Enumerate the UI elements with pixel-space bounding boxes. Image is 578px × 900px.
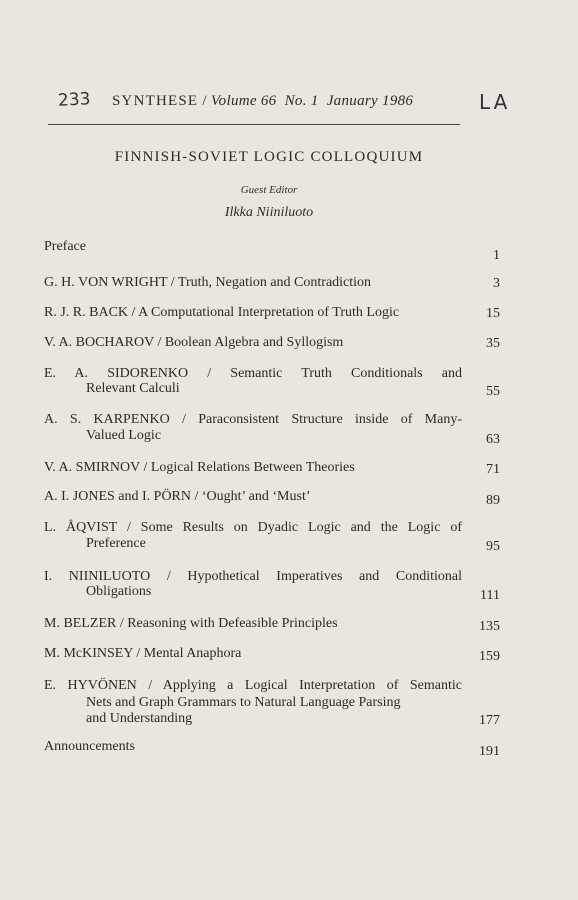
- toc-page: 95: [486, 539, 500, 554]
- toc-page: 15: [486, 306, 500, 321]
- header-separator: /: [202, 93, 207, 109]
- journal-name: SYNTHESE: [112, 93, 199, 109]
- handwritten-number: 233: [57, 89, 91, 111]
- toc-title: G. H. VON WRIGHT / Truth, Negation and Contradiction: [44, 275, 372, 290]
- toc-title: Preface: [44, 239, 86, 254]
- toc-page: 89: [486, 493, 500, 508]
- toc-page: 111: [480, 588, 500, 603]
- handwritten-initials: LA: [479, 90, 511, 114]
- toc-title-continued: and Understanding: [86, 711, 193, 726]
- toc-page: 63: [486, 432, 500, 447]
- issue: No. 1: [284, 93, 319, 109]
- toc-title-continued: Nets and Graph Grammars to Natural Language Parsing: [86, 695, 401, 710]
- toc-title: I. NIINILUOTO / Hypothetical Imperatives and Conditional: [44, 569, 462, 584]
- toc-title-continued: Preference: [86, 536, 146, 551]
- guest-editor-label: Guest Editor: [240, 184, 298, 196]
- toc-title: R. J. R. BACK / A Computational Interpretation of Truth Logic: [44, 305, 400, 320]
- issue-date: January 1986: [326, 93, 414, 109]
- toc-title: E. A. SIDORENKO / Semantic Truth Conditionals and: [44, 366, 462, 381]
- page-title: FINNISH-SOVIET LOGIC COLLOQUIUM: [114, 149, 424, 165]
- toc-page: 55: [486, 384, 500, 399]
- toc-page: 191: [479, 744, 500, 759]
- toc-title: V. A. SMIRNOV / Logical Relations Between Theories: [44, 460, 355, 475]
- toc-title: Announcements: [44, 739, 135, 754]
- guest-editor-name: Ilkka Niiniluoto: [224, 205, 314, 220]
- toc-title: M. McKINSEY / Mental Anaphora: [44, 646, 242, 661]
- toc-title: E. HYVÖNEN / Applying a Logical Interpretation of Semantic: [44, 678, 462, 693]
- toc-title-continued: Relevant Calculi: [86, 381, 180, 396]
- toc-title: M. BELZER / Reasoning with Defeasible Principles: [44, 616, 338, 631]
- volume: Volume 66: [210, 93, 277, 109]
- toc-title: A. S. KARPENKO / Paraconsistent Structure inside of Many-: [44, 412, 462, 427]
- toc-page: 177: [479, 713, 500, 728]
- toc-title-continued: Valued Logic: [86, 428, 162, 443]
- toc-page: 35: [486, 336, 500, 351]
- toc-page: 1: [493, 248, 500, 263]
- toc-page: 71: [486, 462, 500, 477]
- toc-page: 3: [493, 276, 500, 291]
- toc-title: L. ÅQVIST / Some Results on Dyadic Logic and the Logic of: [44, 520, 462, 535]
- toc-title: V. A. BOCHAROV / Boolean Algebra and Syllogism: [44, 335, 344, 350]
- toc-title: A. I. JONES and I. PÖRN / ‘Ought’ and ‘Must’: [44, 489, 311, 504]
- toc-page: 135: [479, 619, 500, 634]
- toc-page: 159: [479, 649, 500, 664]
- toc-title-continued: Obligations: [86, 584, 152, 599]
